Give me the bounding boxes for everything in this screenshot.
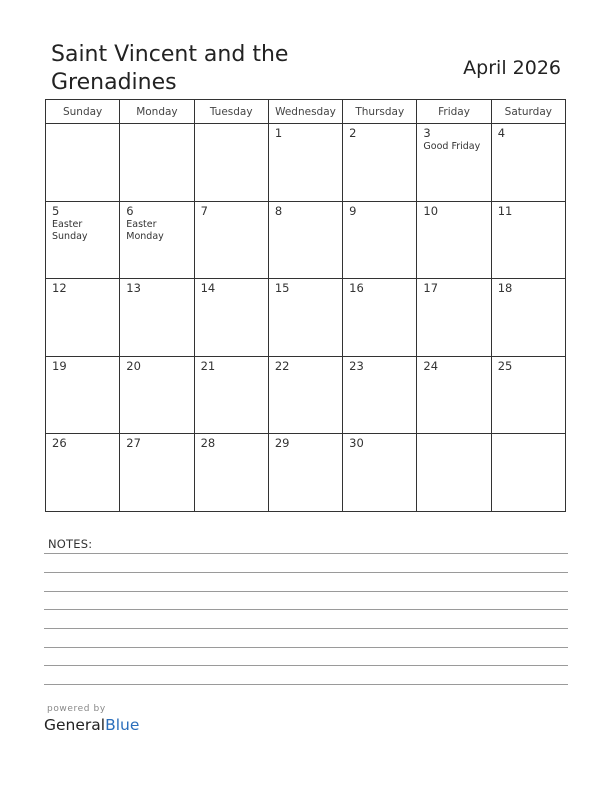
note-line xyxy=(44,665,568,666)
weekday-saturday: Saturday xyxy=(491,100,565,124)
day-cell xyxy=(491,124,565,202)
day-number: 3 xyxy=(423,126,431,140)
day-cell xyxy=(268,124,342,202)
day-number: 1 xyxy=(274,126,283,140)
day-cell-content xyxy=(120,202,193,243)
day-cell xyxy=(120,279,194,357)
day-cell-content xyxy=(417,357,490,374)
day-cell-content xyxy=(46,202,119,243)
day-cell xyxy=(120,434,194,512)
day-cell xyxy=(46,434,120,512)
day-cell xyxy=(343,356,417,434)
calendar-grid xyxy=(45,99,566,512)
day-cell-content xyxy=(195,202,268,219)
day-cell-content xyxy=(417,124,490,153)
month-year-label: April 2026 xyxy=(463,57,561,79)
weekday-sunday: Sunday xyxy=(46,100,120,124)
note-line xyxy=(44,572,568,573)
day-cell-content xyxy=(46,279,119,296)
day-cell-content xyxy=(343,124,416,141)
calendar-body xyxy=(46,124,566,512)
day-cell-content xyxy=(120,434,193,451)
day-cell xyxy=(194,124,268,202)
day-cell-content xyxy=(195,434,268,451)
day-cell xyxy=(491,279,565,357)
day-cell xyxy=(268,279,342,357)
day-number: 30 xyxy=(349,436,364,451)
weekday-monday: Monday xyxy=(120,100,194,124)
day-cell xyxy=(268,434,342,512)
day-cell-content xyxy=(120,279,193,296)
week-row xyxy=(46,124,566,202)
note-line xyxy=(44,684,568,685)
day-cell-content xyxy=(269,202,342,219)
day-cell xyxy=(417,201,491,279)
week-row xyxy=(46,356,566,434)
weekday-friday: Friday xyxy=(417,100,491,124)
note-line xyxy=(44,591,568,592)
day-cell-content xyxy=(492,279,565,296)
day-number: 15 xyxy=(274,281,290,296)
day-cell-content xyxy=(343,434,416,451)
note-line xyxy=(44,553,568,554)
day-cell xyxy=(46,201,120,279)
day-number: 5 xyxy=(52,203,60,218)
day-cell-content xyxy=(269,124,342,141)
day-number: 4 xyxy=(497,126,506,140)
day-cell-content xyxy=(120,357,193,374)
day-cell-content xyxy=(417,202,490,219)
holiday-label: Good Friday xyxy=(423,141,481,152)
day-cell-content xyxy=(343,357,416,374)
day-cell xyxy=(120,124,194,202)
day-cell-content xyxy=(492,124,565,141)
holiday-label: Easter Monday xyxy=(126,218,164,242)
brand-part-general: General xyxy=(44,716,106,734)
day-cell xyxy=(343,201,417,279)
holiday-label: Easter Sunday xyxy=(52,218,88,242)
note-line xyxy=(44,609,568,610)
page-title: Saint Vincent and the Grenadines xyxy=(51,42,289,95)
note-line xyxy=(44,647,568,648)
day-cell xyxy=(343,279,417,357)
day-number: 20 xyxy=(126,358,141,373)
day-number: 28 xyxy=(200,436,216,451)
day-cell xyxy=(491,356,565,434)
day-number: 24 xyxy=(423,358,439,373)
day-number: 22 xyxy=(274,358,290,373)
day-cell xyxy=(194,279,268,357)
notes-label: NOTES: xyxy=(48,537,93,551)
day-cell-content xyxy=(269,279,342,296)
generalblue-logo xyxy=(44,704,139,735)
day-cell xyxy=(417,279,491,357)
day-number: 27 xyxy=(126,436,141,451)
day-cell-content xyxy=(269,357,342,374)
day-cell xyxy=(343,434,417,512)
week-row xyxy=(46,279,566,357)
day-number: 8 xyxy=(274,203,283,218)
day-cell-content xyxy=(46,357,119,374)
day-cell xyxy=(343,124,417,202)
day-cell xyxy=(268,201,342,279)
day-number: 17 xyxy=(423,281,439,296)
weekday-tuesday: Tuesday xyxy=(194,100,268,124)
weekday-thursday: Thursday xyxy=(343,100,417,124)
day-cell xyxy=(417,356,491,434)
day-cell xyxy=(46,356,120,434)
day-cell xyxy=(417,434,491,512)
day-cell xyxy=(268,356,342,434)
day-cell-content xyxy=(417,434,490,436)
day-cell-content xyxy=(492,434,565,436)
day-number: 18 xyxy=(497,281,513,296)
day-number: 10 xyxy=(423,203,439,218)
day-cell xyxy=(120,356,194,434)
week-row xyxy=(46,201,566,279)
day-number: 21 xyxy=(200,358,216,373)
day-number: 9 xyxy=(349,203,357,218)
day-number: 19 xyxy=(52,358,67,373)
day-cell xyxy=(194,356,268,434)
day-cell xyxy=(491,201,565,279)
week-row xyxy=(46,434,566,512)
day-cell-content xyxy=(195,357,268,374)
day-cell-content xyxy=(417,279,490,296)
day-cell-content xyxy=(120,124,193,126)
day-number: 16 xyxy=(349,281,364,296)
weekday-header-row xyxy=(46,100,566,124)
day-cell-content xyxy=(492,357,565,374)
day-cell-content xyxy=(46,434,119,451)
brand-name xyxy=(44,715,139,735)
brand-part-blue: Blue xyxy=(105,716,140,734)
powered-by-text: powered by xyxy=(47,704,106,714)
day-cell xyxy=(417,124,491,202)
day-cell xyxy=(46,279,120,357)
day-number: 25 xyxy=(497,358,513,373)
day-cell xyxy=(120,201,194,279)
day-number: 23 xyxy=(349,358,364,373)
day-number: 11 xyxy=(497,203,513,218)
note-line xyxy=(44,628,568,629)
day-number: 12 xyxy=(52,281,67,296)
day-cell-content xyxy=(195,124,268,126)
day-number: 6 xyxy=(126,203,134,218)
day-number: 7 xyxy=(200,203,208,218)
day-cell xyxy=(194,201,268,279)
day-cell xyxy=(491,434,565,512)
day-cell-content xyxy=(269,434,342,451)
day-cell-content xyxy=(492,202,565,219)
weekday-wednesday: Wednesday xyxy=(268,100,342,124)
day-number: 29 xyxy=(274,436,290,451)
day-cell-content xyxy=(46,124,119,126)
day-number: 26 xyxy=(52,436,67,451)
day-number: 2 xyxy=(349,126,357,140)
day-number: 14 xyxy=(200,281,216,296)
day-cell-content xyxy=(343,279,416,296)
day-cell xyxy=(46,124,120,202)
day-cell-content xyxy=(343,202,416,219)
day-cell xyxy=(194,434,268,512)
day-cell-content xyxy=(195,279,268,296)
day-number: 13 xyxy=(126,281,141,296)
